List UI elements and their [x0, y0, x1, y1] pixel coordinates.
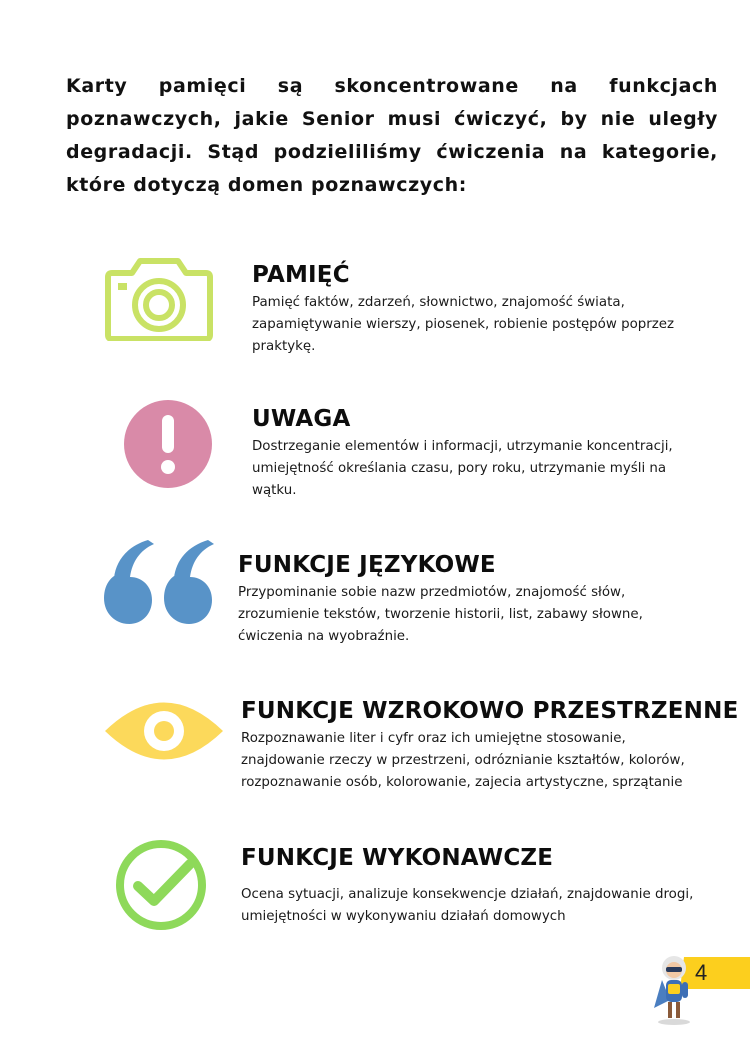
- check-icon: [114, 838, 208, 932]
- exclamation-icon: [123, 399, 213, 489]
- superhero-grandma-icon: [652, 950, 698, 1026]
- section-description: Pamięć faktów, zdarzeń, słownictwo, znajomość świata, zapamiętywanie wierszy, piosenek, robienie postępów poprzez praktykę.: [252, 295, 675, 354]
- quote-icon: [102, 540, 214, 626]
- section-description: Dostrzeganie elementów i informacji, utrzymanie koncentracji, umiejętność określania czasu, pory roku, utrzymanie myśli na wątku.: [252, 439, 673, 498]
- section-description: Przypominanie sobie nazw przedmiotów, znajomość słów, zrozumienie tekstów, tworzenie historii, list, zabawy słowne, ćwiczenia na wyobraźnie.: [238, 585, 643, 644]
- section-title: UWAGA: [252, 406, 351, 432]
- section-description: Ocena sytuacji, analizuje konsekwencje działań, znajdowanie drogi, umiejętności w wykonywaniu działań domowych: [241, 887, 694, 924]
- intro-paragraph: Karty pamięci są skoncentrowane na funkcjach poznawczych, jakie Senior musi ćwiczyć, by nie uległy degradacji. Stąd podzieliliśmy ćwiczenia na kategorie, które dotyczą domen poznawczych:: [66, 75, 718, 196]
- section-title: PAMIĘĆ: [252, 262, 350, 288]
- eye-icon: [103, 690, 225, 772]
- camera-icon: [104, 255, 214, 341]
- section-title: FUNKCJE JĘZYKOWE: [238, 552, 496, 578]
- section-description: Rozpoznawanie liter i cyfr oraz ich umiejętne stosowanie, znajdowanie rzeczy w przestrzeni, odróznianie kształtów, kolorów, rozpoznawanie osób, kolorowanie, zajecia artystyczne, sprzątanie: [241, 731, 685, 790]
- section-title: FUNKCJE WZROKOWO PRZESTRZENNE: [241, 698, 739, 724]
- section-title: FUNKCJE WYKONAWCZE: [241, 845, 554, 871]
- page-number: 4: [695, 960, 708, 985]
